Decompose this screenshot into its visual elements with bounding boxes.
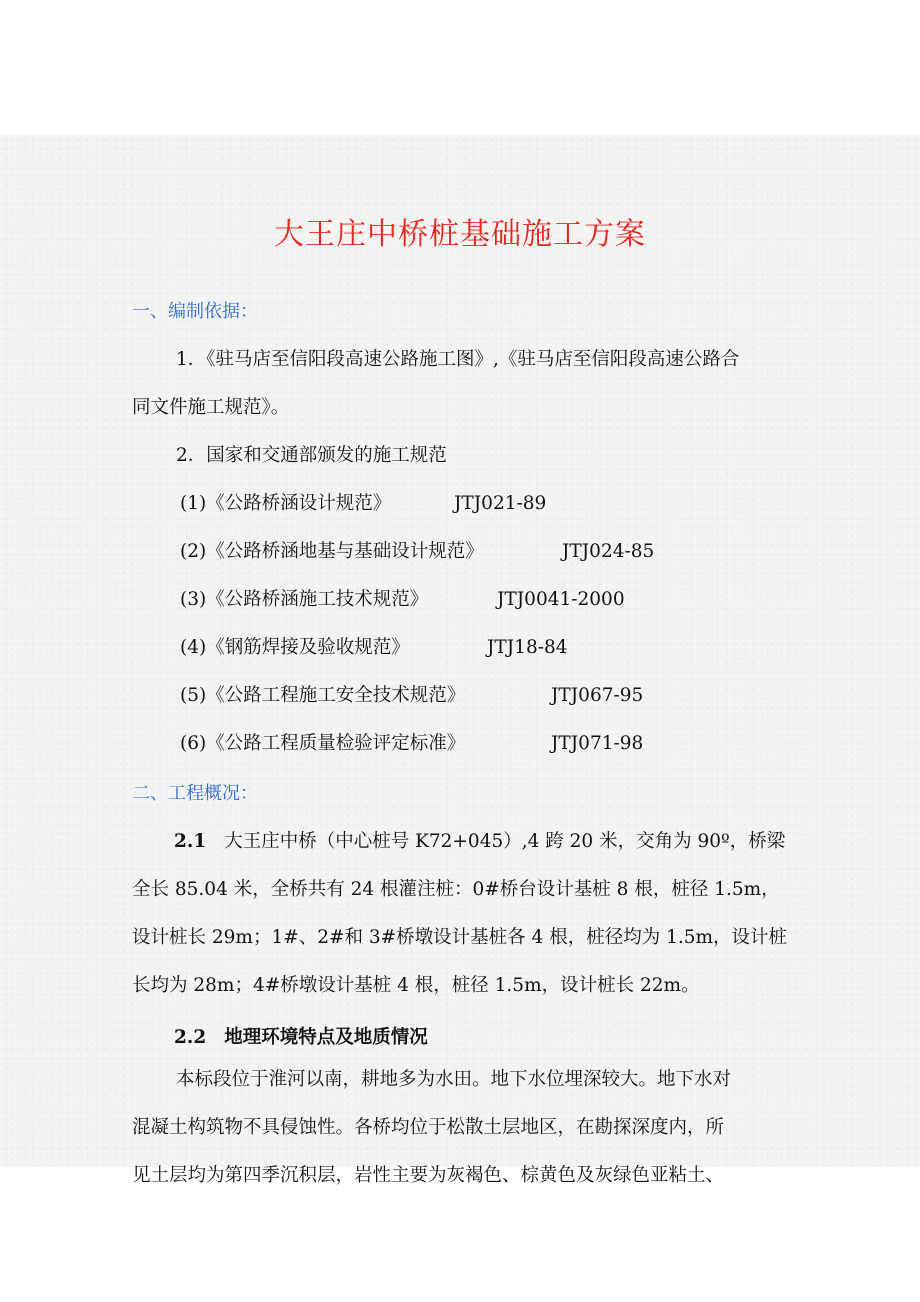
reference-code: JTJ021-89	[454, 493, 547, 514]
reference-name: (4)《钢筋焊接及验收规范》	[180, 637, 410, 658]
reference-code: JTJ071-98	[551, 733, 644, 754]
paragraph-2-1-line-3: 设计桩长 29m；1#、2#和 3#桥墩设计基桩各 4 根，桩径均为 1.5m，设计桩	[132, 927, 788, 948]
document-title: 大王庄中桥桩基础施工方案	[274, 217, 646, 252]
reference-name: (6)《公路工程质量检验评定标准》	[180, 733, 466, 754]
reference-name: (3)《公路桥涵施工技术规范》	[180, 589, 429, 610]
reference-name: (1)《公路桥涵设计规范》	[180, 493, 392, 514]
paragraph-2-1-line-1	[174, 828, 785, 856]
basis-item-1-line-1: 1．《驻马店至信阳段高速公路施工图》,《驻马店至信阳段高速公路合	[176, 349, 740, 370]
reference-code: JTJ024-85	[562, 541, 655, 562]
subheading-text: 地理环境特点及地质情况	[224, 1027, 428, 1048]
basis-item-1-line-2: 同文件施工规范》。	[132, 397, 290, 418]
paragraph-text: 大王庄中桥（中心桩号 K72+045）,4 跨 20 米，交角为 90º，桥梁	[224, 831, 786, 852]
basis-item-2: 2．国家和交通部颁发的施工规范	[176, 445, 447, 466]
reference-code: JTJ18-84	[487, 637, 568, 658]
section-heading-basis: 一、编制依据：	[132, 301, 258, 322]
subheading-2-2	[174, 1024, 428, 1052]
reference-name: (2)《公路桥涵地基与基础设计规范》	[180, 541, 484, 562]
paragraph-2-1-line-4: 长均为 28m；4#桥墩设计基桩 4 根，桩径 1.5m，设计桩长 22m。	[132, 975, 700, 996]
reference-code: JTJ0041-2000	[497, 589, 625, 610]
paragraph-2-1-line-2: 全长 85.04 米，全桥共有 24 根灌注桩：0#桥台设计基桩 8 根，桩径 1.5m，	[132, 879, 780, 900]
paragraph-2-2-line-3: 见土层均为第四季沉积层，岩性主要为灰褐色、棕黄色及灰绿色亚粘土、	[132, 1165, 725, 1186]
section-number: 2.2	[174, 1027, 207, 1048]
reference-name: (5)《公路工程施工安全技术规范》	[180, 685, 466, 706]
reference-code: JTJ067-95	[551, 685, 644, 706]
paragraph-2-2-line-1: 本标段位于淮河以南，耕地多为水田。地下水位埋深较大。地下水对	[176, 1069, 732, 1090]
section-number: 2.1	[174, 831, 207, 852]
paragraph-2-2-line-2: 混凝土构筑物不具侵蚀性。各桥均位于松散土层地区，在勘探深度内，所	[132, 1117, 725, 1138]
section-heading-overview: 二、工程概况：	[132, 783, 258, 804]
